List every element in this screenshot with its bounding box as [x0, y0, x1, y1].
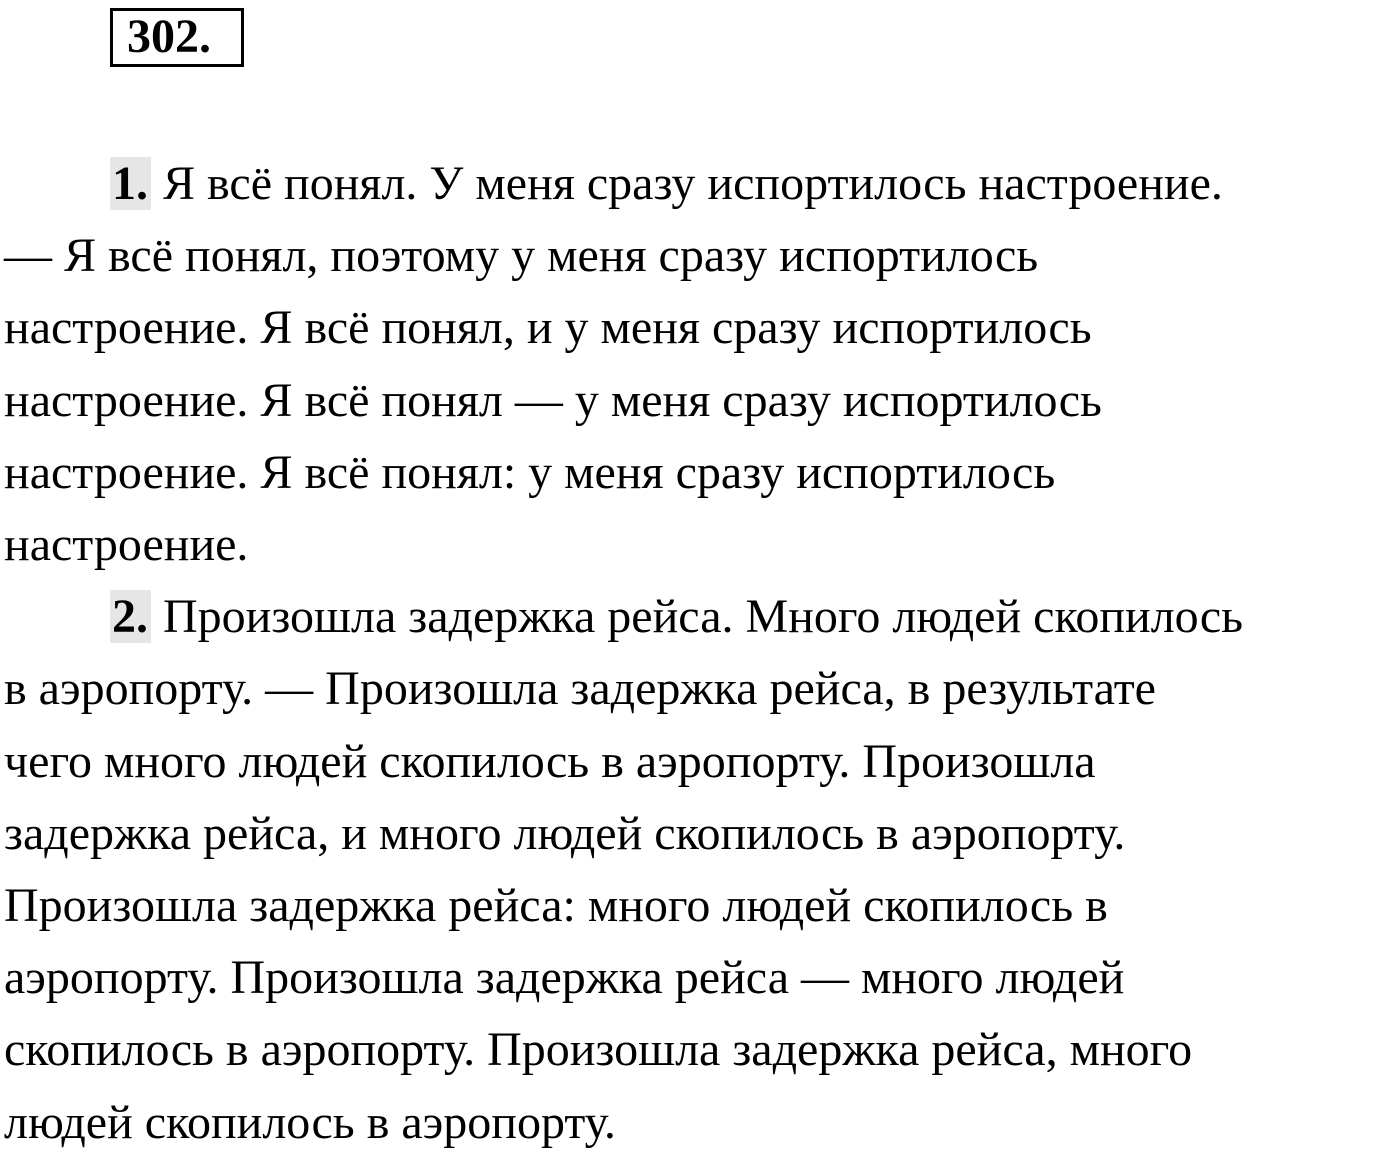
answer-item-2 — [4, 581, 1400, 1159]
text-line: людей скопилось в аэропорту. — [4, 1095, 616, 1149]
answer-item-1 — [4, 148, 1400, 581]
text-line: настроение. Я всё понял — у меня сразу испортилось — [4, 373, 1102, 427]
text-line: Я всё понял. У меня сразу испортилось настроение. — [151, 157, 1223, 210]
item-number: 2. — [110, 590, 151, 643]
text-line: аэропорту. Произошла задержка рейса — много людей — [4, 951, 1125, 1005]
answer-text — [4, 148, 1400, 1159]
text-line: Произошла задержка рейса: много людей скопилось в — [4, 879, 1108, 933]
text-line: Произошла задержка рейса. Много людей скопилось — [151, 590, 1244, 644]
text-line: в аэропорту. — Произошла задержка рейса, в результате — [4, 662, 1156, 716]
text-line: — Я всё понял, поэтому у меня сразу испортилось — [4, 229, 1039, 283]
item-number: 1. — [110, 157, 151, 210]
text-line: задержка рейса, и много людей скопилось в аэропорту. — [4, 806, 1126, 860]
text-line: чего много людей скопилось в аэропорту. Произошла — [4, 734, 1096, 788]
text-line: настроение. Я всё понял, и у меня сразу испортилось — [4, 301, 1092, 355]
exercise-number: 302. — [110, 8, 244, 67]
text-line: настроение. — [4, 518, 249, 572]
text-line: настроение. Я всё понял: у меня сразу испортилось — [4, 445, 1056, 499]
text-line: скопилось в аэропорту. Произошла задержка рейса, много — [4, 1023, 1193, 1077]
